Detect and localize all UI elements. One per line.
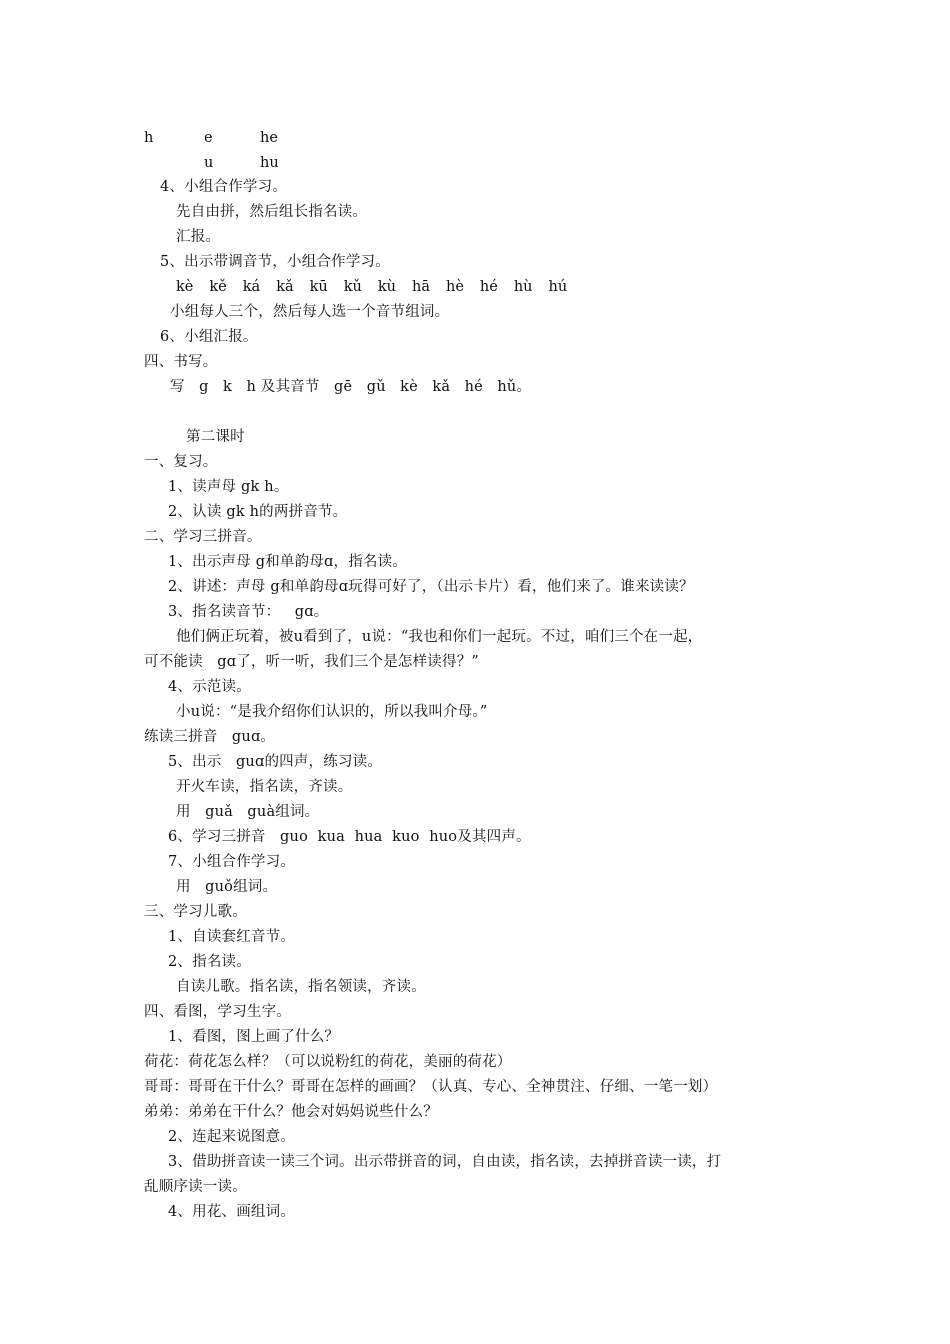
section-heading: 三、学习儿歌。 [144, 904, 247, 920]
syllable: ká [242, 279, 261, 295]
text-line: 2、连起来说图意。 [168, 1129, 296, 1145]
text-line: 2、认读 gk h的两拼音节。 [168, 504, 348, 520]
text-line: 2、指名读。 [168, 954, 251, 970]
text-line: 5、出示带调音节，小组合作学习。 [160, 254, 390, 270]
tone-syllable-row [176, 277, 583, 297]
text-line: 汇报。 [176, 229, 221, 245]
text-line: 乱顺序读一读。 [144, 1179, 247, 1195]
syllable: hā [412, 279, 430, 295]
text-line: 用 guǎ guà组词。 [176, 804, 320, 820]
text-line: 哥哥：哥哥在干什么？哥哥在怎样的画画？（认真、专心、全神贯注、仔细、一笔一划） [144, 1079, 718, 1095]
text-line: 1、看图，图上画了什么？ [168, 1029, 340, 1045]
lesson-title: 第二课时 [186, 429, 245, 445]
pinyin-final-e: e [204, 130, 213, 146]
syllable: kè [176, 279, 194, 295]
text-line: 1、自读套红音节。 [168, 929, 296, 945]
text-line: 练读三拼音 guɑ。 [144, 729, 276, 745]
pinyin-final-u: u [204, 155, 214, 171]
syllable: kù [377, 279, 396, 295]
syllable: hé [479, 279, 498, 295]
text-line: 4、小组合作学习。 [160, 179, 288, 195]
text-line: 用 guǒ组词。 [176, 879, 278, 895]
pinyin-row-2 [204, 153, 279, 173]
text-line: 3、指名读音节： gɑ。 [168, 604, 329, 620]
text-line: 小组每人三个，然后每人选一个音节组词。 [170, 304, 450, 320]
text-line: 2、讲述：声母 g和单韵母ɑ玩得可好了，（出示卡片）看，他们来了。谁来读读？ [168, 579, 694, 595]
text-line: 可不能读 gɑ了，听一听，我们三个是怎样读得？” [144, 654, 480, 670]
syllable: hù [513, 279, 533, 295]
syllable: kǎ [276, 279, 294, 295]
pinyin-initial-h: h [144, 130, 154, 146]
text-line: 4、用花、画组词。 [168, 1204, 296, 1220]
text-line: 小u说：“是我介绍你们认识的，所以我叫介母。” [176, 704, 488, 720]
pinyin-row-1 [144, 128, 278, 148]
text-line: 写 g k h 及其音节 gē gǔ kè kǎ hé hǔ。 [170, 379, 532, 395]
text-line: 6、学习三拼音 guo kua hua kuo huo及其四声。 [168, 829, 531, 845]
syllable: hè [445, 279, 464, 295]
section-heading: 一、复习。 [144, 454, 218, 470]
section-heading: 四、书写。 [144, 354, 218, 370]
section-heading: 四、看图，学习生字。 [144, 1004, 291, 1020]
text-line: 7、小组合作学习。 [168, 854, 296, 870]
text-line: 先自由拼，然后组长指名读。 [176, 204, 368, 220]
text-line: 3、借助拼音读一读三个词。出示带拼音的词，自由读，指名读，去掉拼音读一读，打 [168, 1154, 722, 1170]
text-line: 5、出示 guɑ的四声，练习读。 [168, 754, 383, 770]
pinyin-syllable-hu: hu [260, 155, 279, 171]
syllable: kě [209, 279, 227, 295]
text-line: 弟弟：弟弟在干什么？他会对妈妈说些什么？ [144, 1104, 438, 1120]
syllable: kū [309, 279, 328, 295]
pinyin-syllable-he: he [260, 130, 278, 146]
text-line: 荷花：荷花怎么样？（可以说粉红的荷花，美丽的荷花） [144, 1054, 512, 1070]
text-line: 6、小组汇报。 [160, 329, 258, 345]
text-line: 1、读声母 gk h。 [168, 479, 289, 495]
syllable: kǔ [343, 279, 362, 295]
text-line: 4、示范读。 [168, 679, 251, 695]
text-line: 自读儿歌。指名读，指名领读，齐读。 [176, 979, 426, 995]
text-line: 1、出示声母 g和单韵母ɑ，指名读。 [168, 554, 407, 570]
text-line: 开火车读，指名读，齐读。 [176, 779, 353, 795]
syllable: hú [548, 279, 568, 295]
text-line: 他们俩正玩着，被u看到了，u说：“我也和你们一起玩。不过，咱们三个在一起， [176, 629, 703, 645]
section-heading: 二、学习三拼音。 [144, 529, 262, 545]
